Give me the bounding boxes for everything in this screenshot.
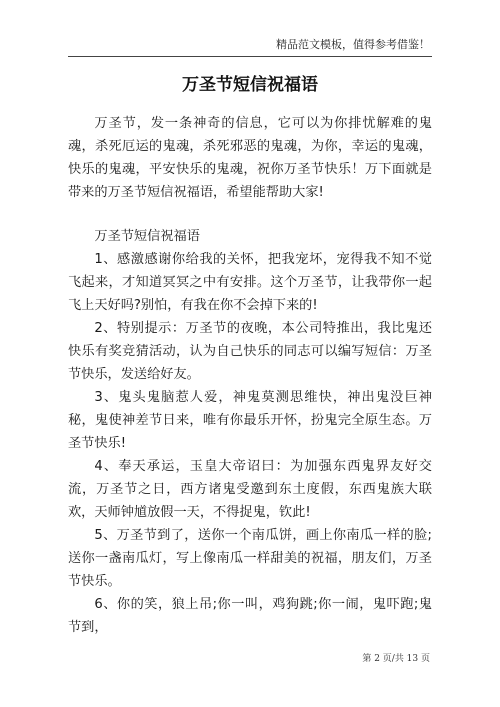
header-divider bbox=[68, 56, 432, 57]
blessing-item-4: 4、奉天承运，玉皇大帝诏曰：为加强东西鬼界友好交流，万圣节之日，西方诸鬼受邀到东土度假，东西鬼族大联欢，天师钟馗放假一天，不得捉鬼，钦此! bbox=[68, 459, 432, 520]
blessing-item-1: 1、感激感谢你给我的关怀，把我宠坏，宠得我不知不觉飞起来，才知道冥冥之中有安排。这个万圣节，让我带你一起飞上天好吗?别怕，有我在你不会掉下来的! bbox=[68, 252, 432, 313]
header-note: 精品范文模板，值得参考借鉴！ bbox=[276, 38, 430, 51]
blessing-item-3: 3、鬼头鬼脑惹人爱，神鬼莫测思维快，神出鬼没巨神秘，鬼使神差节日来，唯有你最乐开怀，扮鬼完全原生态。万圣节快乐! bbox=[68, 390, 432, 451]
document-body bbox=[68, 112, 432, 639]
section-subheading: 万圣节短信祝福语 bbox=[94, 229, 200, 244]
blessing-item-6: 6、你的笑，狼上吊;你一叫，鸡狗跳;你一闹，鬼吓跑;鬼节到， bbox=[68, 597, 432, 635]
page-number: 第 2 页/共 13 页 bbox=[362, 654, 430, 664]
document-title: 万圣节短信祝福语 bbox=[182, 75, 318, 95]
blessing-item-5: 5、万圣节到了，送你一个南瓜饼，画上你南瓜一样的脸;送你一盏南瓜灯，写上像南瓜一样甜美的祝福，朋友们，万圣节快乐。 bbox=[68, 528, 432, 589]
intro-paragraph: 万圣节，发一条神奇的信息，它可以为你排忧解难的鬼魂，杀死厄运的鬼魂，杀死邪恶的鬼魂，为你，幸运的鬼魂，快乐的鬼魂，平安快乐的鬼魂，祝你万圣节快乐！万下面就是带来的万圣节短信祝福语，希望能帮助大家! bbox=[68, 116, 432, 200]
blessing-item-2: 2、特别提示：万圣节的夜晚，本公司特推出，我比鬼还快乐有奖竞猜活动，认为自己快乐的同志可以编写短信：万圣节快乐，发送给好友。 bbox=[68, 321, 432, 382]
